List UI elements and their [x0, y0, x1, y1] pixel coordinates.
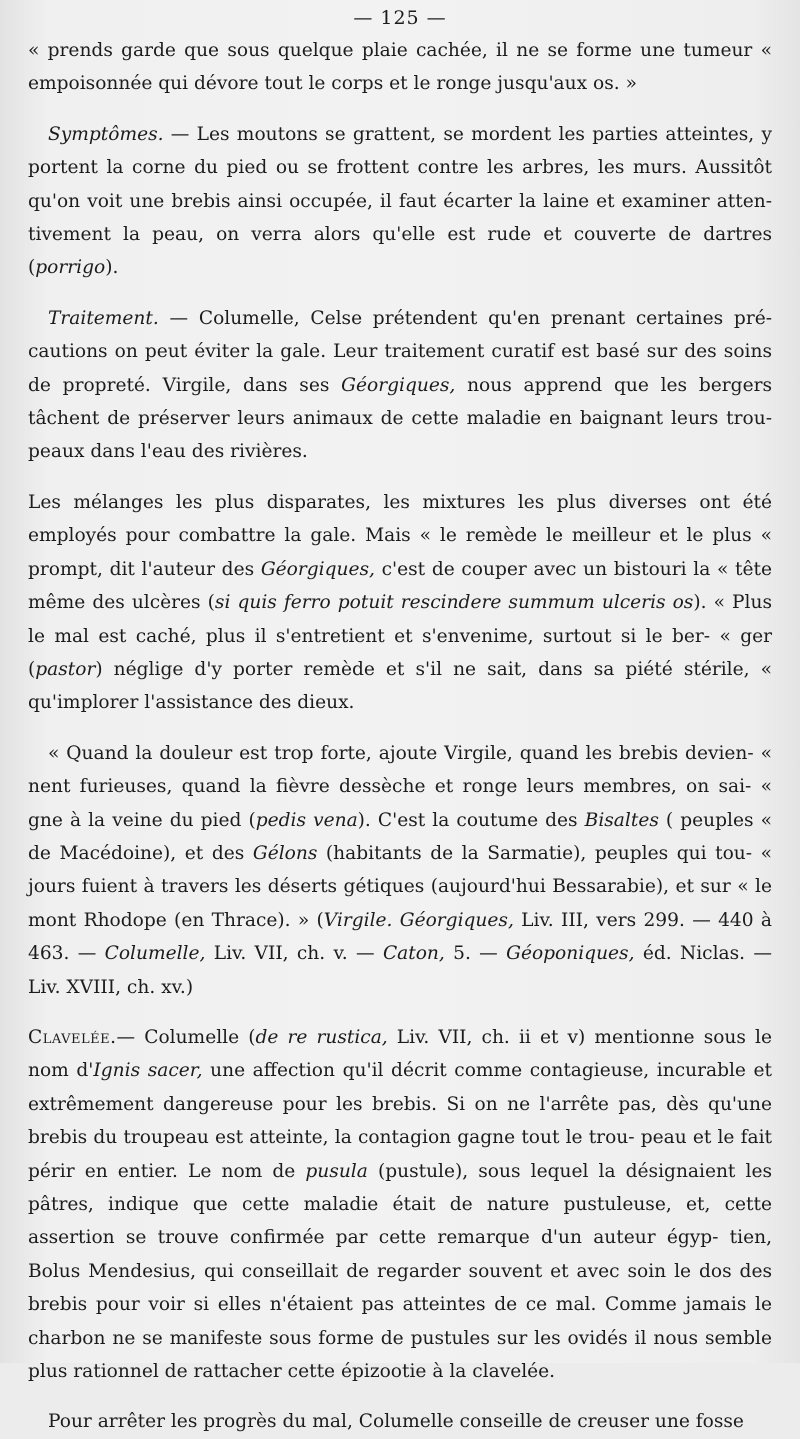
text-run: une affection qu'il décrit comme contagieuse, — [202, 1060, 650, 1082]
text-run: « prompt, dit l'auteur des — [28, 525, 772, 580]
text-run: cautions on peut éviter la gale. Leur traitement curatif est basé sur des — [28, 341, 717, 363]
text-run: « ger ( — [28, 625, 772, 680]
text-run: jamais le charbon ne se manifeste sous forme de pustules sur les ovidés il — [28, 1294, 772, 1349]
italic-text: pusula — [305, 1160, 368, 1182]
italic-text: Géorgiques, — [341, 374, 456, 396]
italic-text: Virgile. Géorgiques, — [323, 909, 514, 931]
italic-text: porrigo — [35, 257, 106, 279]
section-heading: Clavelée. — [28, 1026, 117, 1048]
italic-text: Géorgiques, — [260, 558, 375, 580]
text-run: ). C'est la coutume des — [357, 809, 585, 831]
italic-text: pastor — [35, 658, 96, 680]
text-run: « Quand la douleur est trop forte, ajoute Virgile, quand les brebis devien- — [48, 742, 754, 764]
text-run: tien, Bolus Mendesius, qui conseillait de regarder souvent et avec soin le — [28, 1227, 772, 1282]
paragraph-clavelee — [28, 1021, 772, 1388]
text-run: « empoisonnée qui dévore tout le corps et le ronge jusqu'aux os. » — [28, 40, 772, 95]
italic-text: Columelle, — [104, 943, 206, 965]
paragraph-melanges — [28, 486, 772, 720]
text-run: et, cette assertion se trouve confirmée par cette remarque d'un auteur égyp- — [28, 1194, 772, 1249]
page-body — [28, 34, 772, 1439]
italic-text: de re rustica, — [255, 1026, 388, 1048]
italic-text: si quis ferro potuit rescindere summum ulceris os — [214, 592, 694, 614]
text-run: « de Macédoine), et des — [28, 809, 772, 864]
italic-text: Gélons — [252, 842, 318, 864]
italic-text: pedis vena — [255, 809, 358, 831]
paragraph-symptomes — [28, 118, 772, 285]
text-run: Les mélanges les plus disparates, les mixtures les plus diverses ont été — [28, 491, 772, 513]
text-run: ). — [105, 257, 119, 279]
text-run: employés pour combattre la gale. Mais « le remède le meilleur et le plus — [28, 525, 752, 547]
text-run: — Columelle ( — [116, 1026, 256, 1048]
text-run: y portent la corne du pied ou se frottent contre les arbres, les murs. Aussitôt — [28, 123, 772, 179]
italic-text: Traitement. — [48, 307, 159, 329]
text-run: — Les moutons se grattent, se mordent les parties atteintes, — [163, 123, 755, 145]
text-run: qu'on voit une brebis ainsi occupée, il faut écarter la laine et examiner atten- — [28, 190, 772, 212]
text-run: « tête même des ulcères ( — [28, 558, 772, 614]
text-run: « jours fuient à travers les déserts gétiques (aujourd'hui Bessarabie), et sur — [28, 842, 773, 898]
paragraph-traitement — [28, 302, 772, 469]
italic-text: Ignis sacer, — [93, 1060, 203, 1082]
text-run: « nent furieuses, quand la fièvre dessèche et ronge leurs membres, on sai- — [28, 742, 772, 798]
text-run: (habitants de la Sarmatie), peuples qui tou- — [317, 842, 753, 864]
text-run: Pour arrêter les progrès du mal, Columelle conseille de creuser une fosse — [48, 1411, 744, 1433]
italic-text: Bisaltes — [584, 809, 659, 831]
text-run: tivement la peau, on verra alors qu'elle est rude et couverte de dartres — [28, 224, 772, 246]
text-run: peau et le fait périr en entier. Le nom de — [28, 1127, 772, 1182]
paragraph-douleur — [28, 737, 772, 1004]
text-run: désignaient les pâtres, indique que cette maladie était de nature pustuleuse, — [28, 1160, 772, 1215]
text-run: ). — [693, 592, 707, 614]
text-run: peaux dans l'eau des rivières. — [28, 441, 308, 463]
text-run: dès qu'une brebis du troupeau est atteinte, la contagion gagne tout le trou- — [28, 1093, 772, 1149]
italic-text: Symptômes. — [48, 123, 164, 145]
italic-text: Géoponiques, — [506, 943, 635, 965]
text-run: tâchent de préserver leurs animaux de cette maladie en baignant leurs trou- — [28, 408, 772, 430]
text-run: Liv. III, vers 299. — [513, 909, 685, 931]
text-run: nous semble plus rationnel de rattacher cette épizootie à la clavelée. — [28, 1327, 772, 1383]
text-run: « Plus le mal est caché, plus il s'entretient et s'envenime, surtout si le ber- — [28, 592, 772, 647]
text-run: — 440 à 463. — — [28, 909, 772, 965]
text-run: (pustule), sous lequel la — [367, 1160, 616, 1182]
text-run: ( — [28, 257, 36, 279]
text-run: ) néglige d'y porter remède et s'il ne sait, dans sa piété stérile, — [95, 658, 750, 680]
text-run: ( peuples — [658, 809, 754, 831]
paragraph-opening-quote — [28, 34, 772, 101]
text-run: — Columelle, Celse prétendent qu'en prenant certaines pré- — [158, 307, 772, 329]
text-run: « le mont Rhodope (en Thrace). » ( — [28, 876, 772, 931]
text-run: 5. — — [444, 943, 507, 965]
text-run: sous le nom d' — [28, 1026, 772, 1082]
text-run: c'est de couper avec un bistouri la — [374, 558, 711, 580]
italic-text: Caton, — [382, 943, 445, 965]
text-run: dos des brebis pour voir si elles n'étaient pas atteintes de ce mal. Comme — [28, 1260, 772, 1316]
text-run: « prends garde que sous quelque plaie cachée, il ne se forme une tumeur — [28, 40, 753, 61]
text-run: « qu'implorer l'assistance des dieux. — [28, 658, 772, 714]
text-run: Liv. VII, ch. ii et v) mentionne — [387, 1026, 695, 1048]
paragraph-arreter — [28, 1405, 772, 1438]
text-run: incurable et extrêmement dangereuse pour les brebis. Si on ne l'arrête pas, — [28, 1060, 773, 1115]
text-run: Liv. VII, ch. v. — — [205, 943, 383, 965]
text-run: soins de propreté. Virgile, dans ses — [28, 341, 772, 396]
text-run: nous apprend que les bergers — [455, 374, 772, 396]
text-run: « gne à la veine du pied ( — [28, 776, 772, 831]
text-run: éd. Niclas. — Liv. XVIII, ch. xv.) — [28, 943, 772, 998]
page-number-header: — 125 — — [353, 7, 447, 29]
